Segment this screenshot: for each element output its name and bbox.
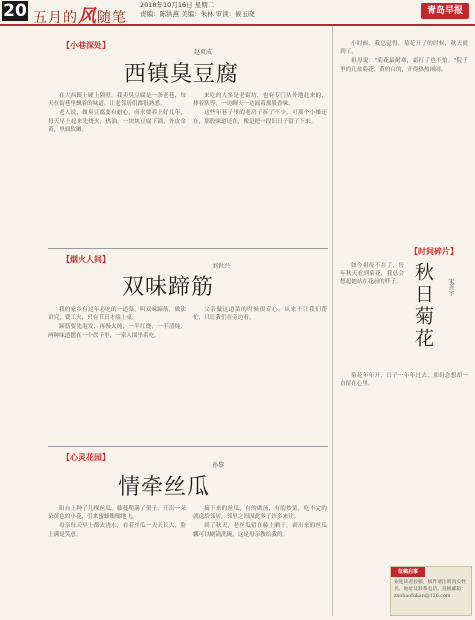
article-4-body-top	[340, 40, 468, 250]
page-header	[0, 0, 475, 26]
article-1-body-right	[193, 92, 327, 242]
date-line: 2018年10月16日 星期二	[140, 1, 215, 9]
notice-title: 征稿启事	[391, 567, 425, 577]
article-3-title: 情牵丝瓜	[118, 475, 211, 500]
article-3-para-1: 阳台上种了几棵丝瓜，藤蔓爬满了架子，开出一朵朵黄色的小花，引来蜜蜂嗡嗡地飞。	[48, 506, 186, 521]
article-2-author: 刘世兴	[212, 263, 231, 270]
divider-2	[48, 446, 328, 447]
article-3-para-2: 母亲每天早上都去浇水，看着丝瓜一天天长大，脸上满是笑意。	[48, 523, 186, 538]
article-1-para-1: 在大西镇上碰上隔壁，我卖臭豆腐是一条老巷，每天在街巷里飘着的味道，让老邻居们都很熟悉。	[48, 93, 186, 108]
article-3-body-left	[48, 505, 186, 615]
article-4-title: 秋日菊花	[412, 262, 434, 350]
article-4-body-side	[340, 262, 404, 362]
article-2-tag: 【烟火人间】	[62, 255, 110, 264]
page-number: 20	[3, 1, 27, 21]
newspaper-logo: 青岛早报	[421, 3, 469, 19]
article-2-para-3: 父亲做这道菜的时候很专心，从来不让我们帮忙，只让我们在旁边看。	[193, 307, 327, 322]
article-4-para-4: 菊花年年开，日子一年年过去，那份念想却一直留在心里。	[340, 373, 468, 388]
column-divider	[332, 26, 333, 616]
header-meta	[140, 1, 255, 19]
article-1-para-2: 老人说，做臭豆腐要有耐心，卤水要养上好几年，每天早上起来先烧火，热油，一块块豆腐下锅，外皮金黄，里面软嫩。	[48, 110, 186, 133]
article-4-body-bottom	[340, 372, 468, 560]
article-1-author: 赵爽成	[194, 49, 213, 56]
editor-line: 责编：陈洪燕 美编：朱林 审读：候玉晓	[140, 10, 255, 18]
column-name-pre: 五月的	[33, 10, 78, 26]
article-3-para-3: 摘下来的丝瓜，有的做汤，有的炒菜，吃不完的就送给邻居，邻里之间因此多了许多来往。	[193, 506, 327, 521]
article-2-body-left	[48, 306, 186, 441]
article-2-title: 双味蹄筋	[122, 275, 215, 300]
article-1-para-4: 这些年巷子里的老房子拆了不少，可那个小摊还在，那股味道还在，像是把一段旧日子留了下来。	[193, 110, 327, 125]
notice-text: 欢迎读者投稿，稿件请注明真实姓名、地址及联系电话。投稿邮箱：zaobaofukan@126.com	[394, 580, 466, 599]
column-name-post: 随笔	[97, 10, 127, 26]
article-4-tag: 【时间碎片】	[410, 247, 458, 256]
column-name-feng: 风	[78, 6, 97, 27]
article-2-body-right	[193, 306, 327, 441]
column-name	[33, 2, 127, 28]
article-4-para-2: 祖母说："菊花最耐寒，霜打了也不怕。"院子里的几盆菊花，黄的白的，开得热热闹闹。	[340, 58, 468, 73]
article-1-body-left	[48, 92, 186, 242]
article-4-para-3: 如今祖母不在了，每年秋天看到菊花，我总会想起她站在花前的样子。	[340, 263, 404, 286]
article-3-author: 孙黎	[212, 462, 225, 469]
article-2-para-2: 蹄筋要先泡发，再慢火炖，一半红烧，一半清炖，两种味道摆在一个盘子里，一家人围坐着吃。	[48, 324, 186, 339]
notice-box	[390, 566, 472, 616]
article-3-body-right	[193, 505, 327, 615]
article-2-para-1: 我的家乡有过年必吃的一道菜，叫双味蹄筋，做法讲究，费工夫，只有节日才端上桌。	[48, 307, 186, 322]
article-1-title: 西镇臭豆腐	[124, 62, 240, 87]
article-4-author: 宋善宇	[447, 278, 454, 296]
divider-1	[48, 248, 328, 249]
article-1-tag: 【小巷深处】	[62, 41, 110, 50]
article-4-para-1: 小时候，我总觉得，菊花开了的时候，秋天就到了。	[340, 41, 468, 56]
article-3-tag: 【心灵花园】	[62, 453, 110, 462]
article-1-para-3: 来吃的人多是老街坊，也有专门从外地赶来的，排着队等，一边聊天一边闻着那股香味。	[193, 93, 327, 108]
article-3-para-4: 到了秋天，老丝瓜留在藤上晒干，剥出来的丝瓜瓤可以刷锅洗碗，这是母亲教给我的。	[193, 523, 327, 538]
